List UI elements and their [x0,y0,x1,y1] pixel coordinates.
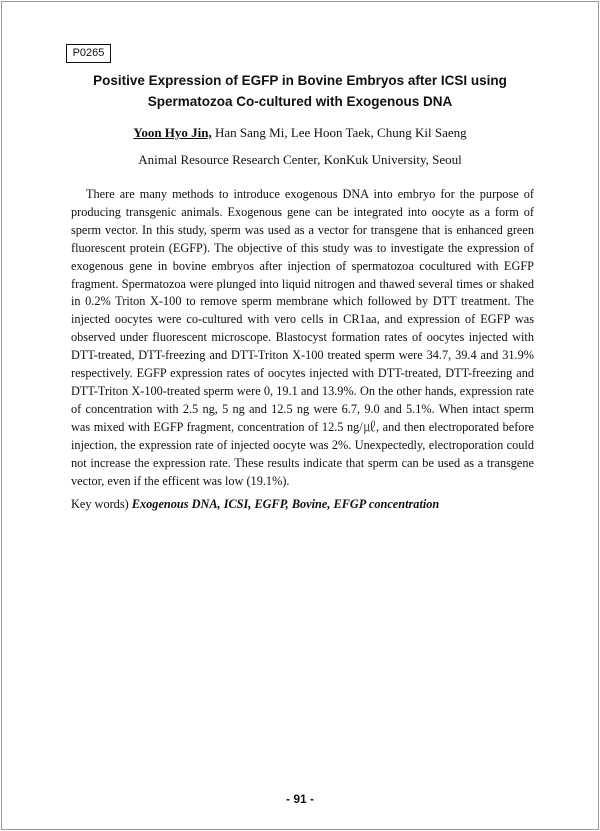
author-list [60,125,540,141]
title-line-1: Positive Expression of EGFP in Bovine Embryos after ICSI using [93,73,507,88]
paper-code-box: P0265 [66,44,111,63]
coauthors: Han Sang Mi, Lee Hoon Taek, Chung Kil Saeng [211,125,467,140]
abstract-body: There are many methods to introduce exogenous DNA into embryo for the purpose of producing transgenic animals. Exogenous gene can be integrated into oocyte as a form of sperm vector. In this study, sperm was used as a vector for transgene that is enhanced green fluorescent protein (EGFP). The objective of this study was to investigate the expression of exogenous gene in bovine embryos after injection of spermatozoa cocultured with EGFP fragment. Spermatozoa were plunged into liquid nitrogen and thawed several times or shaked in 0.2% Triton X-100 to remove sperm membrane which followed by DTT treatment. The injected oocytes were co-cultured with vero cells in CR1aa, and expression of EGFP was observed under fluorescent microscope. Blastocyst formation rates of oocytes injected with DTT-treated, DTT-freezing and DTT-Triton X-100 treated sperm were 34.7, 39.4 and 31.9% respectively. EGFP expression rates of oocytes injected with DTT-treated, DTT-freezing and DTT-Triton X-100-treated sperm were 0, 19.1 and 13.9%. On the other hands, expression rate of concentration with 2.5 ng, 5 ng and 12.5 ng were 6.7, 9.0 and 5.1%. When intact sperm was mixed with EGFP fragment, concentration of 12.5 ng/㎕, and then electroporated before injection, the expression rate of injected oocyte was 2%. Unexpectedly, electroporation could not increase the expression rate. These results indicate that sperm can be used as a transgene vector, even if the efficent was low (19.1%). [71,187,534,488]
keywords-label: Key words) [71,497,132,511]
keywords-line [71,496,534,513]
paper-title [60,70,540,112]
presenting-author: Yoon Hyo Jin, [133,125,212,140]
title-line-2: Spermatozoa Co-cultured with Exogenous DNA [147,94,453,109]
affiliation: Animal Resource Research Center, KonKuk University, Seoul [138,152,462,167]
keywords-list: Exogenous DNA, ICSI, EGFP, Bovine, EFGP concentration [131,497,440,511]
page-number: - 91 - [285,792,314,806]
